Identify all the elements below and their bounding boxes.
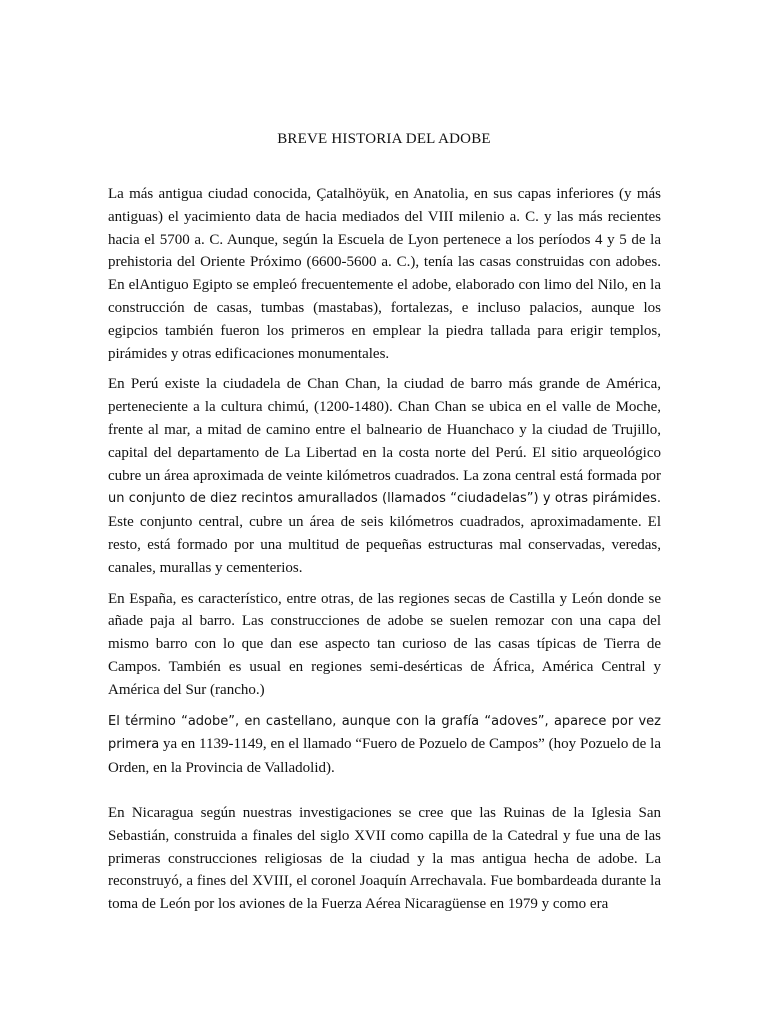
paragraph-term-part-1: El término “adobe”, en castellano, aunque con la grafía “adoves”, aparece por vez primera [108, 713, 661, 753]
paragraph-peru-part-2: un conjunto de diez recintos amurallados (llamados “ciudadelas”) y otras pirámides. [108, 491, 661, 507]
paragraph-peru-part-1: En Perú existe la ciudadela de Chan Chan, la ciudad de barro más grande de América, perteneciente a la cultura chimú, (1200-1480). Chan Chan se ubica en el valle de Moche, frente al mar, a mitad de camino entre el balneario de Huanchaco y la ciudad de Trujillo, capital del departamento de La Libertad en la costa norte del Perú. El sitio arqueológico cubre un área aproximada de veinte kilómetros cuadrados. La zona central está formada por [108, 376, 661, 484]
paragraph-peru-chan-chan [108, 373, 661, 579]
document-body [108, 183, 661, 924]
paragraph-catalhoyuk-egypt: La más antigua ciudad conocida, Çatalhöyük, en Anatolia, en sus capas inferiores (y más antiguas) el yacimiento data de hacia mediados del VIII milenio a. C. y las más recientes hacia el 5700 a. C. Aunque, según la Escuela de Lyon pertenece a los períodos 4 y 5 de la prehistoria del Oriente Próximo (6600-5600 a. C.), tenía las casas construidas con adobes. En elAntiguo Egipto se empleó frecuentemente el adobe, elaborado con limo del Nilo, en la construcción de casas, tumbas (mastabas), fortalezas, e incluso palacios, aunque los egipcios también fueron los primeros en emplear la piedra tallada para erigir templos, pirámides y otras edificaciones monumentales. [108, 186, 661, 362]
paragraph-peru-part-3: Este conjunto central, cubre un área de seis kilómetros cuadrados, aproximadamente. El resto, está formado por una multitud de pequeñas estructuras mal conservadas, veredas, canales, murallas y cementerios. [108, 514, 661, 576]
paragraph-spain: En España, es característico, entre otras, de las regiones secas de Castilla y León donde se añade paja al barro. Las construcciones de adobe se suelen remozar con una capa del mismo barro con lo que dan ese aspecto tan curioso de las casas típicas de Tierra de Campos. También es usual en regiones semi-desérticas de África, América Central y América del Sur (rancho.) [108, 590, 661, 698]
document-title: BREVE HISTORIA DEL ADOBE [277, 131, 491, 147]
paragraph-term-part-2: ya en 1139-1149, en el llamado “Fuero de Pozuelo de Campos” (hoy Pozuelo de la Orden, en la Provincia de Valladolid). [108, 736, 661, 777]
paragraph-nicaragua: En Nicaragua según nuestras investigaciones se cree que las Ruinas de la Iglesia San Sebastián, construida a finales del siglo XVII como capilla de la Catedral y fue una de las primeras construcciones religiosas de la ciudad y la mas antigua hecha de adobe. La reconstruyó, a fines del XVIII, el coronel Joaquín Arrechavala. Fue bombardeada durante la toma de León por los aviones de la Fuerza Aérea Nicaragüense en 1979 y como era [108, 804, 661, 913]
paragraph-term-adobe [108, 710, 661, 780]
